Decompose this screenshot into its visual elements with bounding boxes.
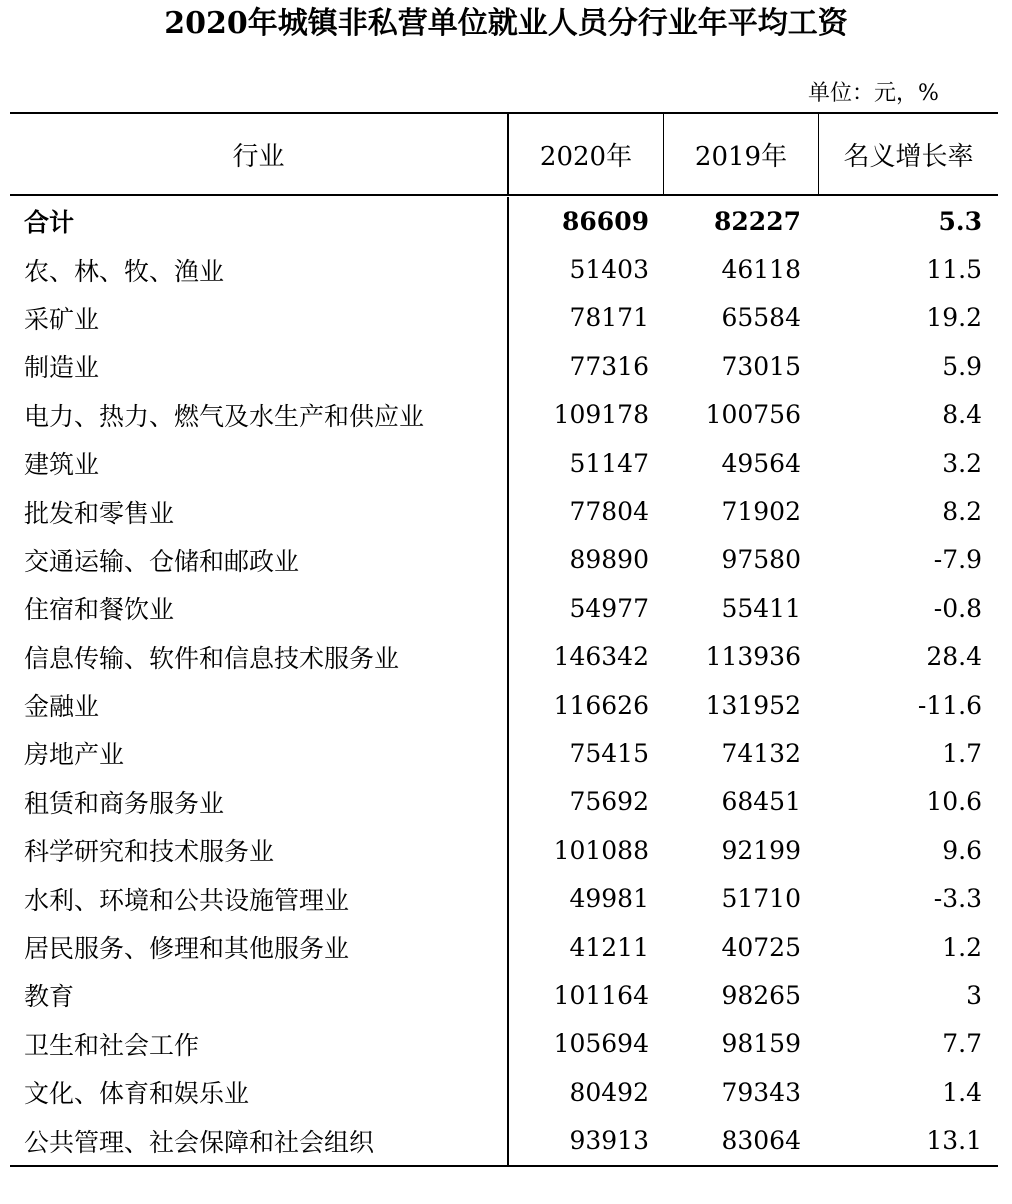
cell-growth: 1.4 [942,1077,982,1107]
cell-2020: 54977 [507,584,661,632]
cell-2020: 41211 [507,923,661,971]
cell-2019: 49564 [721,448,801,478]
cell-industry: 交通运输、仓储和邮政业 [24,546,300,576]
cell-2020: 146342 [507,633,661,681]
cell-industry: 住宿和餐饮业 [24,595,175,625]
cell-industry: 卫生和社会工作 [24,1030,200,1060]
table-row [10,342,998,390]
unit-note: 单位：元，% [808,81,939,106]
cell-2019: 98159 [721,1029,801,1059]
cell-growth: 5.3 [938,206,982,236]
cell-2020: 75415 [507,729,661,777]
cell-growth: 1.7 [942,738,982,768]
cell-industry: 科学研究和技术服务业 [24,837,275,867]
cell-industry: 教育 [24,982,75,1012]
table-row [10,487,998,535]
cell-growth: 1.2 [942,932,982,962]
cell-2019: 40725 [721,932,801,962]
header-industry: 行业 [232,141,285,172]
cell-industry: 房地产业 [24,740,125,770]
cell-2019: 113936 [705,642,801,672]
cell-growth: 28.4 [926,642,982,672]
table-row [10,681,998,729]
wage-table [10,112,998,1167]
cell-growth: 10.6 [926,787,982,817]
table-row [10,245,998,293]
cell-industry: 建筑业 [24,450,100,480]
cell-industry: 批发和零售业 [24,498,175,528]
table-row [10,1020,998,1068]
cell-2020: 105694 [507,1020,661,1068]
cell-2019: 71902 [721,497,801,527]
cell-industry: 租赁和商务服务业 [24,788,225,818]
cell-industry: 水利、环境和公共设施管理业 [24,885,350,915]
cell-industry: 居民服务、修理和其他服务业 [24,934,350,964]
table-row [10,729,998,777]
cell-2019: 92199 [721,835,801,865]
cell-2019: 73015 [721,351,801,381]
table-row [10,1068,998,1116]
cell-2020: 78171 [507,294,661,342]
cell-2020: 86609 [507,197,661,245]
table-row [10,391,998,439]
cell-industry: 公共管理、社会保障和社会组织 [24,1127,375,1157]
cell-2019: 55411 [721,593,801,623]
table-row [10,874,998,922]
table-row [10,294,998,342]
table-row [10,584,998,632]
cell-growth: -11.6 [917,690,982,720]
table-row [10,778,998,826]
cell-2020: 51403 [507,245,661,293]
cell-2019: 131952 [705,690,801,720]
cell-growth: 3 [966,980,982,1010]
cell-2020: 101164 [507,971,661,1019]
cell-2019: 83064 [721,1126,801,1156]
cell-growth: 8.4 [942,400,982,430]
cell-growth: 13.1 [926,1126,982,1156]
table-row [10,536,998,584]
header-2019: 2019年 [663,114,818,194]
cell-growth: 3.2 [942,448,982,478]
cell-industry: 农、林、牧、渔业 [24,256,225,286]
cell-2020: 93913 [507,1116,661,1164]
cell-2020: 80492 [507,1068,661,1116]
header-2020: 2020年 [507,114,663,194]
header-growth: 名义增长率 [818,114,998,194]
cell-2020: 109178 [507,391,661,439]
cell-industry: 金融业 [24,692,100,722]
cell-growth: -7.9 [933,545,982,575]
cell-growth: 8.2 [942,497,982,527]
table-row [10,826,998,874]
cell-industry: 电力、热力、燃气及水生产和供应业 [24,401,425,431]
cell-growth: 19.2 [926,303,982,333]
cell-industry: 制造业 [24,353,100,383]
page-title: 2020年城镇非私营单位就业人员分行业年平均工资 [164,6,848,41]
cell-growth: 9.6 [942,835,982,865]
table-row [10,439,998,487]
cell-2020: 77316 [507,342,661,390]
table-row [10,1116,998,1164]
cell-2020: 116626 [507,681,661,729]
cell-2020: 77804 [507,487,661,535]
cell-industry: 文化、体育和娱乐业 [24,1079,250,1109]
cell-2019: 51710 [721,884,801,914]
cell-growth: 7.7 [942,1029,982,1059]
table-body [10,196,998,1165]
cell-2019: 74132 [721,738,801,768]
cell-2020: 51147 [507,439,661,487]
table-row [10,633,998,681]
cell-2019: 100756 [705,400,801,430]
cell-2019: 68451 [721,787,801,817]
cell-2020: 89890 [507,536,661,584]
cell-industry: 合计 [24,208,75,238]
cell-2020: 75692 [507,778,661,826]
cell-2019: 46118 [721,255,801,285]
table-row [10,923,998,971]
cell-growth: 11.5 [926,255,982,285]
cell-industry: 信息传输、软件和信息技术服务业 [24,643,400,673]
cell-2019: 98265 [721,980,801,1010]
cell-growth: -3.3 [933,884,982,914]
cell-2019: 97580 [721,545,801,575]
cell-2020: 49981 [507,874,661,922]
cell-growth: -0.8 [933,593,982,623]
table-row-total [10,197,998,245]
cell-2019: 82227 [714,206,801,236]
cell-growth: 5.9 [942,351,982,381]
cell-industry: 采矿业 [24,304,100,334]
cell-2020: 101088 [507,826,661,874]
table-header [10,114,998,196]
table-row [10,971,998,1019]
cell-2019: 65584 [721,303,801,333]
cell-2019: 79343 [721,1077,801,1107]
